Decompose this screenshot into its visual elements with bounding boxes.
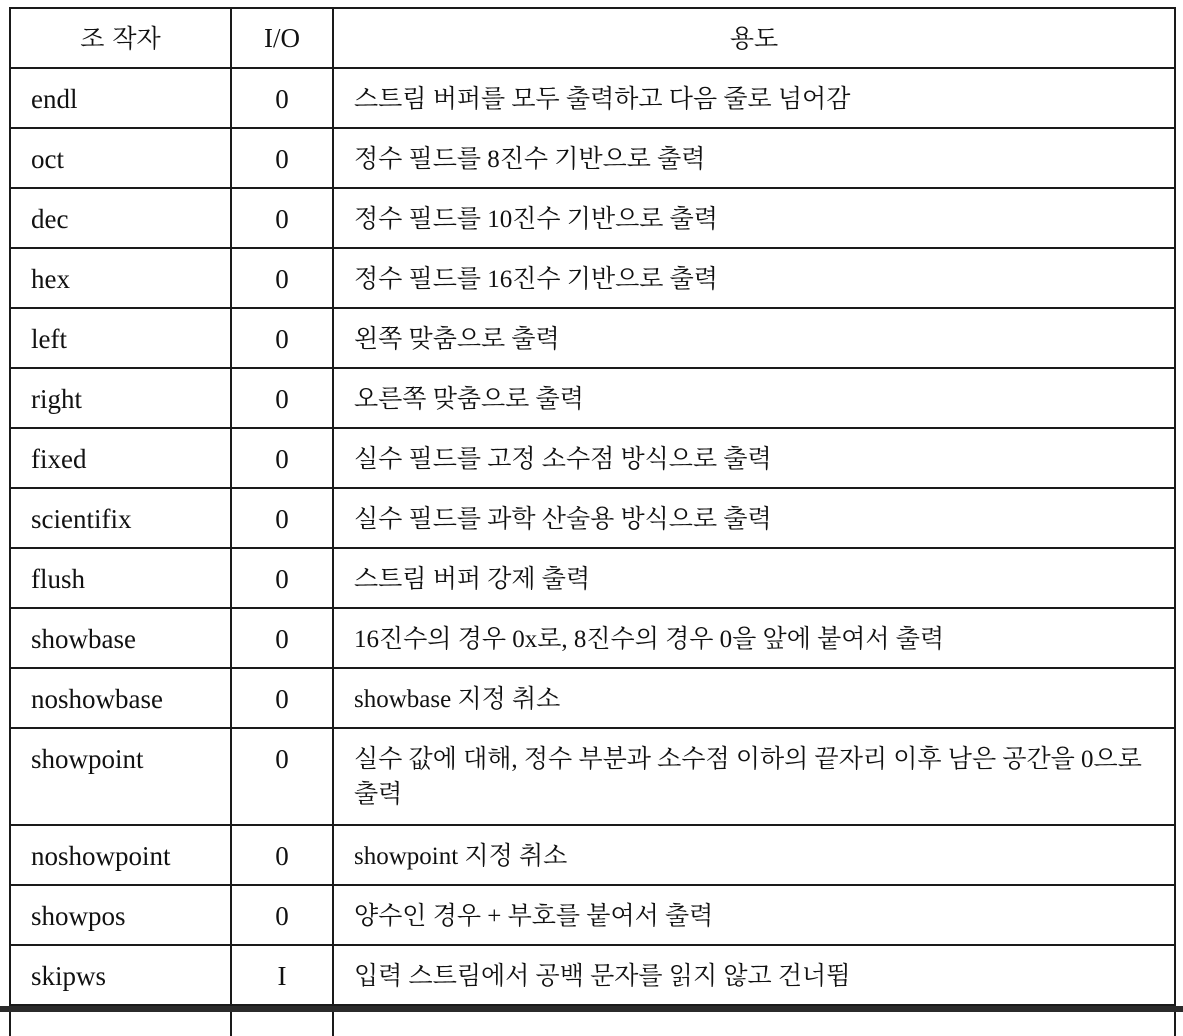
row-io-value: 0 xyxy=(275,444,289,474)
row-purpose: 스트림 버퍼를 모두 출력하고 다음 줄로 넘어감 xyxy=(354,86,851,113)
table-row xyxy=(10,608,1175,668)
row-manipulator-name: noshowbase xyxy=(31,684,163,714)
table-row xyxy=(10,368,1175,428)
row-purpose: 양수인 경우 + 부호를 붙여서 출력 xyxy=(354,903,714,930)
table-row xyxy=(10,548,1175,608)
row-purpose: showpoint 지정 취소 xyxy=(354,843,568,870)
row-purpose: 실수 필드를 고정 소수점 방식으로 출력 xyxy=(354,446,772,473)
row-purpose: 실수 필드를 과학 산술용 방식으로 출력 xyxy=(354,506,772,533)
table-row xyxy=(10,885,1175,945)
row-manipulator-name: oct xyxy=(31,144,64,174)
table-header-row xyxy=(10,8,1175,68)
table-row xyxy=(10,428,1175,488)
header-io: I/O xyxy=(231,8,333,68)
header-manipulator: 조 작자 xyxy=(10,8,231,68)
row-purpose: 실수 값에 대해, 정수 부분과 소수점 이하의 끝자리 이후 남은 공간을 0으로 출력 xyxy=(354,746,1142,808)
row-purpose: 왼쪽 맞춤으로 출력 xyxy=(354,326,560,353)
row-io-value: 0 xyxy=(275,204,289,234)
manipulator-table xyxy=(9,7,1176,1036)
row-manipulator-name: scientifix xyxy=(31,504,132,534)
row-purpose: showbase 지정 취소 xyxy=(354,686,561,713)
bottom-edge-bar xyxy=(0,1006,1183,1012)
row-purpose: 정수 필드를 8진수 기반으로 출력 xyxy=(354,146,706,173)
row-io-value: 0 xyxy=(275,684,289,714)
row-purpose: 스트림 버퍼 강제 출력 xyxy=(354,566,591,593)
row-io-value: 0 xyxy=(275,624,289,654)
row-io-value: 0 xyxy=(275,324,289,354)
table-row xyxy=(10,825,1175,885)
row-io-value: 0 xyxy=(275,564,289,594)
table-row xyxy=(10,308,1175,368)
table-row xyxy=(10,668,1175,728)
row-io-value: 0 xyxy=(275,901,289,931)
row-io-value: 0 xyxy=(275,504,289,534)
row-purpose: 16진수의 경우 0x로, 8진수의 경우 0을 앞에 붙여서 출력 xyxy=(354,626,945,653)
row-manipulator-name: showbase xyxy=(31,624,136,654)
table-row xyxy=(10,68,1175,128)
row-manipulator-name: left xyxy=(31,324,67,354)
table-row xyxy=(10,728,1175,825)
table-row xyxy=(10,248,1175,308)
row-manipulator-name: showpos xyxy=(31,901,126,931)
row-purpose: 입력 스트림에서 공백 문자를 읽지 않고 건너뜀 xyxy=(354,963,851,990)
table-row xyxy=(10,188,1175,248)
row-purpose: 오른쪽 맞춤으로 출력 xyxy=(354,386,584,413)
row-io-value: 0 xyxy=(275,841,289,871)
header-purpose: 용도 xyxy=(333,8,1175,68)
row-io-value: 0 xyxy=(275,264,289,294)
row-io-value: 0 xyxy=(275,744,289,774)
row-manipulator-name: endl xyxy=(31,84,78,114)
row-manipulator-name: skipws xyxy=(31,961,107,991)
row-purpose: 정수 필드를 10진수 기반으로 출력 xyxy=(354,206,718,233)
row-io-value: 0 xyxy=(275,144,289,174)
row-manipulator-name: right xyxy=(31,384,82,414)
table-row xyxy=(10,945,1175,1005)
manipulator-table-container xyxy=(9,7,1174,1036)
table-row xyxy=(10,488,1175,548)
row-manipulator-name: showpoint xyxy=(31,744,144,774)
row-manipulator-name: flush xyxy=(31,564,85,594)
row-manipulator-name: fixed xyxy=(31,444,87,474)
table-row xyxy=(10,128,1175,188)
row-manipulator-name: hex xyxy=(31,264,70,294)
row-manipulator-name: dec xyxy=(31,204,69,234)
row-purpose: 정수 필드를 16진수 기반으로 출력 xyxy=(354,266,718,293)
row-io-value: 0 xyxy=(275,84,289,114)
row-io-value: 0 xyxy=(275,384,289,414)
row-io-value: I xyxy=(277,961,287,991)
row-manipulator-name: noshowpoint xyxy=(31,841,171,871)
